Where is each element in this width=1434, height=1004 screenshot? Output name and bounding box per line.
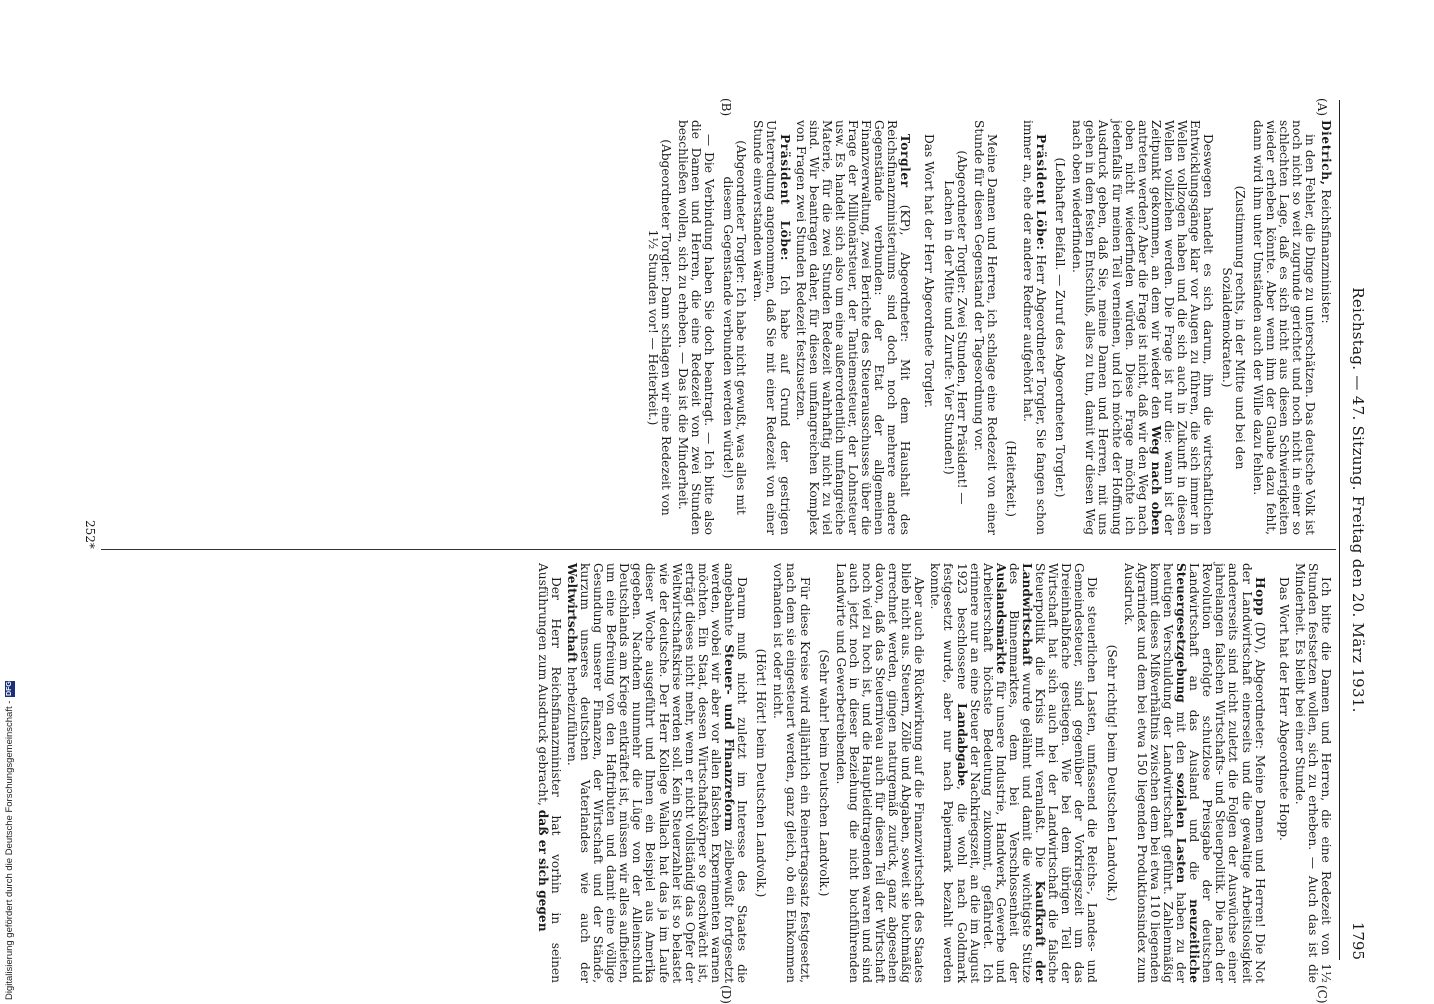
paragraph: Das Wort hat der Herr Abgeordnete Torgler. xyxy=(922,134,937,409)
stage-direction: (Abgeordneter Torgler: Ich habe nicht gewußt, was alles mit diesem Gegenstande verbunden werden würde!) xyxy=(721,140,749,515)
paragraph: in den Fehler, die Dinge zu unterschätzen. Das deutsche Volk ist noch nicht so weit zugrunde gerichtet und noch nicht in einer so schlechten Lage, daß es sich nicht aus diesen Schwierigkeiten wieder erheben könnte. Aber wenn ihm der Glaube dazu fehlt, dann wird ihm unter Umständen auch der Wille dazu fehlen. xyxy=(1250,120,1317,535)
paragraph: Deswegen handelt es sich darum, ihm die wirtschaftlichen Entwicklungsgänge klar vor Augen zu führen, die sich immer in Wellen vollzogen haben und die sich auch in Zukunft in diesen Wellen vollziehen werden. Die Frage ist nur die: wann ist der Zeitpunkt gekommen, an dem wir wieder den Weg nach oben antreten werden? Aber die Frage ist nicht, daß wir den Weg nach oben nicht wiederfinden würden. Diese Frage möchte ich jedenfalls für meinen Teil verneinen, und ich möchte der Hoffnung Ausdruck geben, daß Sie, meine Damen und Herren, mit uns gehen in dem festen Entschluß, alles zu tun, damit wir diesen Weg nach oben wiederfinden. xyxy=(1070,120,1216,535)
page-number: 1795 xyxy=(1349,921,1367,960)
emphasis: daß er sich gegen xyxy=(535,809,550,932)
speaker-name: Präsident Löbe: xyxy=(777,134,792,261)
emphasis: Steuer- und Finanzreform xyxy=(722,644,737,832)
emphasis: Weg nach oben xyxy=(1148,425,1163,535)
margin-mark-d: (D) xyxy=(719,985,733,1004)
emphasis: Auslandsmärkte xyxy=(993,563,1008,674)
signature-mark: 252* xyxy=(83,520,97,549)
margin-mark-b: (B) xyxy=(719,98,733,117)
paragraph: Meine Damen und Herren, ich schlage eine Redezeit von einer Stunde für diesen Gegenstand der Tagesordnung vor. xyxy=(971,120,999,535)
right-column xyxy=(533,563,1332,983)
emphasis: Landabgabe xyxy=(954,703,969,786)
paragraph: Der Herr Reichsfinanzminister hat vorhin in seinen Ausführungen zum Ausdruck gebracht, daß er sich gegen xyxy=(535,563,563,983)
paragraph: Hopp (DV), Abgeordneter: Meine Damen und Herren! Die Not der Landwirtschaft einerseits und die gewaltige Arbeitslosigkeit andererseits sind nicht zuletzt die Folgen der Auswüchse einer jahrelangen falschen Wirtschafts- und Steuerpolitik. Die nach der Revolution erfolgte schutzlose Preisgabe der deutschen Landwirtschaft an das Ausland und die neuzeitliche Steuergesetzgebung mit den sozialen Lasten haben zu der heutigen Verschuldung der Landwirtschaft geführt. Zahlenmäßig kommt dieses Mißverhältnis zwischen dem bei etwa 110 liegenden Agrarindex und dem bei etwa 150 liegenden Produktionsindex zum Ausdruck. xyxy=(1121,563,1267,983)
stage-direction: (Lebhafter Beifall. — Zuruf des Abgeordneten Torgler.) xyxy=(1053,157,1068,498)
paragraph: Das Wort hat der Herr Abgeordnete Hopp. xyxy=(1276,577,1291,841)
paragraph: Die steuerlichen Lasten, umfassend die Reichs-, Landes- und Gemeindesteuer, sind gegenüber der Vorkriegszeit um das Dreieinhalbfache gestiegen. Wie bei dem übrigen Teil der Wirtschaft hat sich auch bei der Landwirtschaft die falsche Steuerpolitik die Krisis mit veranlaßt. Die Kaufkraft der Landwirtschaft wurde gelähmt und damit die wichtigste Stütze des Binnenmarktes, dem bei Verschlossenheit der Auslandsmärkte für unsere Industrie, Handwerk, Gewerbe und Arbeiterschaft höchste Bedeutung zukommt, gefährdet. Ich erinnere nur an eine Steuer der Nachkriegszeit, an die im August 1923 beschlossene Landabgabe, die wohl nach Goldmark festgesetzt wurde, aber nur nach Papiermark bezahlt werden konnte. xyxy=(928,563,1100,983)
stage-direction: (Abgeordneter Torgler: Zwei Stunden, Herr Präsident! — Lachen in der Mitte und Zurufe: Vier Stunden!) xyxy=(941,150,969,505)
speaker-name: Hopp xyxy=(1252,577,1267,617)
margin-mark-c: (C) xyxy=(1315,985,1329,1004)
emphasis: neuzeitliche Steuergesetzgebung xyxy=(1174,563,1202,983)
margin-mark-a: (A) xyxy=(1315,98,1329,117)
credit-line xyxy=(4,681,15,1000)
stage-direction: (Zustimmung rechts, in der Mitte und bei den Sozialdemokraten.) xyxy=(1220,185,1248,470)
paragraph: Für diese Kreise wird alljährlich ein Reinertragssatz festgesetzt, nach dem sie eingesteuert werden, ganz gleich, ob ein Einkommen vorhanden ist oder nicht. xyxy=(771,563,812,983)
left-column xyxy=(640,120,1332,535)
speaker-name: Torgler xyxy=(898,134,913,188)
stage-direction: (Hört! Hört! beim Deutschen Landvolk.) xyxy=(754,648,769,898)
paragraph: — Die Verbindung haben Sie doch beantragt. — Ich bitte also die Damen und Herren, die eine Redezeit von zwei Stunden beschließen wollen, sich zu erheben. — Das ist die Minderheit. xyxy=(675,120,717,535)
speaker-name: Präsident Löbe: xyxy=(1034,134,1049,251)
emphasis: Weltwirtschaft xyxy=(564,563,579,663)
paragraph: Präsident Löbe: Herr Abgeordneter Torgler, Sie fangen schon immer an, ehe der andere Redner aufgehört hat. xyxy=(1021,120,1049,536)
stage-direction: (Abgeordneter Torgler: Dann schlagen wir eine Redezeit von 1½ Stunden vor! — Heiterkeit.) xyxy=(645,139,673,516)
header-title: Reichstag. — 47. Sitzung. Freitag den 20. März 1931. xyxy=(1349,287,1367,713)
stage-direction: (Sehr wahr! beim Deutschen Landvolk.) xyxy=(816,649,831,897)
speaker-role: Reichsfinanzminister: xyxy=(1319,185,1333,324)
column-divider xyxy=(101,549,1336,550)
speaker-name: Dietrich, xyxy=(1319,120,1333,186)
credit-text: Digitalisierung gefördert durch die Deutsche Forschungsgemeinschaft - xyxy=(4,700,15,1000)
dfg-logo: DFG xyxy=(5,681,13,696)
paragraph: Darum muß nicht zuletzt im Interesse des Staates die angebahnte Steuer- und Finanzreform zielbewußt fortgesetzt werden, wobei wir aber vor allen falschen Experimenten warnen möchten. Ein Staat, dessen Wirtschaftskörper so geschwächt ist, erträgt dieses nicht mehr, wenn er nicht vollständig das Opfer der Weltwirtschaftskrise werden soll. Kein Steuerzahler ist so belastet wie der deutsche. Der Herr Kollege Wallach hat das ja im Laufe dieser Woche ausgeführt und Ihnen ein Beispiel aus Amerika gegeben. Nachdem nunmehr die Lüge von der Alleinschuld Deutschlands am Kriege entkräftet ist, müssen wir alles aufbieten, um eine Befreiung von den Haftributen und damit eine völlige Gesundung unserer Finanzen, der Wirtschaft und der Stände, kurzum unseres deutschen Vaterlandes wie auch der Weltwirtschaft herbeizuführen. xyxy=(564,563,750,983)
paragraph xyxy=(1319,120,1332,535)
paragraph: Torgler (KP), Abgeordneter: Mit dem Haushalt des Reichsfinanzministeriums sind doch noch mehrere andere Gegenstände verbunden: der Etat der allgemeinen Finanzverwaltung, zwei Berichte des Steuerausschusses über die Frage der Millionärsteuer, der Tantiemesteuer, der Lohnsteuer usw. Es handelt sich also um eine außerordentlich umfangreiche Materie, für die zwei Stunden Redezeit wahrhaftig nicht zu viel sind. Wir beantragen daher, für diesen umfangreichen Komplex von Fragen zwei Stunden Redezeit festzusetzen. xyxy=(793,120,913,535)
paragraph: Ich bitte die Damen und Herren, die eine Redezeit von 1½ Stunden festsetzen wollen, sich zu erheben. — Auch das ist die Minderheit. Es bleibt bei einer Stunde. xyxy=(1292,563,1333,983)
emphasis: sozialen Lasten xyxy=(1174,772,1189,884)
header-rule xyxy=(1339,100,1340,960)
page-header xyxy=(1342,100,1367,960)
paragraph: Aber auch die Rückwirkung auf die Finanzwirtschaft des Staates blieb nicht aus. Steuern, Zölle und Abgaben, soweit sie buchmäßig errechnet werden, gingen naturgemäß zurück, ganz abgesehen davon, daß das Steuerniveau auch für diesen Teil der Wirtschaft noch viel zu hoch ist, und die Hauptleidtragenden waren und sind auch jetzt noch in dieser Beziehung die nicht buchführenden Landwirte und Gewerbetreibenden. xyxy=(833,563,927,983)
paragraph: Präsident Löbe: Ich habe auf Grund der gestrigen Unterredung angenommen, daß Sie mit einer Redezeit von einer Stunde einverstanden wären. xyxy=(751,120,792,535)
emphasis: Kaufkraft der Landwirtschaft xyxy=(1020,563,1048,983)
stage-direction: (Heiterkeit.) xyxy=(1003,440,1018,517)
stage-direction: (Sehr richtig! beim Deutschen Landvolk.) xyxy=(1104,644,1119,902)
